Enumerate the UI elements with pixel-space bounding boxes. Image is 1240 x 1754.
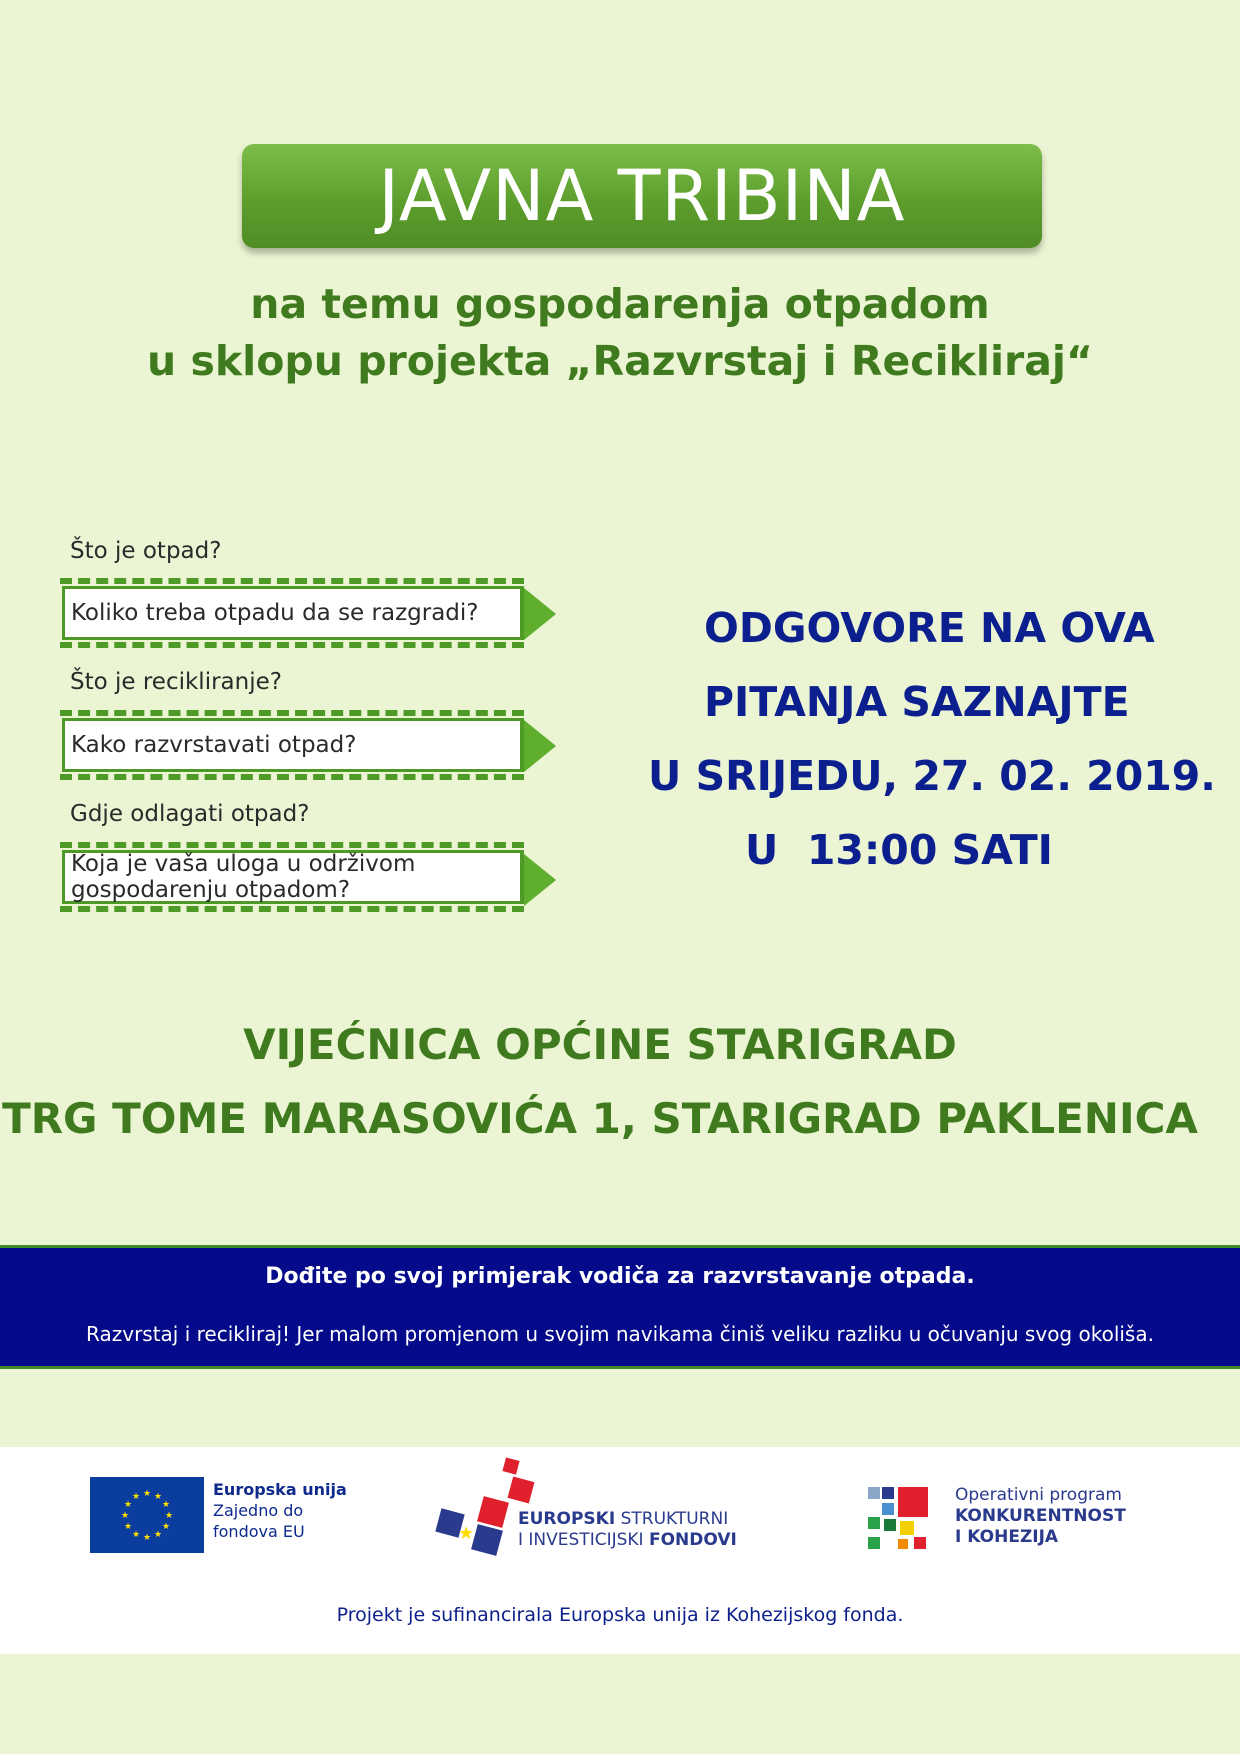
svg-text:★: ★: [131, 1530, 141, 1540]
op-logo-line-2: KONKURENTNOST: [955, 1506, 1126, 1526]
answer-line-2: PITANJA SAZNAJTE: [704, 678, 1130, 726]
question-box: [60, 578, 524, 648]
question-plain: Što je recikliranje?: [70, 669, 282, 695]
esif-logo-rest-1: STRUKTURNI: [615, 1509, 729, 1529]
esif-logo-bold-1: EUROPSKI: [518, 1509, 616, 1529]
subtitle-line-1: na temu gospodarenja otpadom: [250, 280, 990, 328]
question-box-text: Koja je vaša uloga u održivom gospodarenju otpadom?: [62, 850, 524, 904]
eu-logo-line-3: fondova EU: [213, 1522, 305, 1541]
question-box: [60, 710, 524, 780]
venue-name: VIJEĆNICA OPĆINE STARIGRAD: [243, 1020, 957, 1069]
event-time: U 13:00 SATI: [745, 826, 1053, 874]
venue-address: TRG TOME MARASOVIĆA 1, STARIGRAD PAKLENICA: [2, 1094, 1198, 1143]
eu-logo-text: [213, 1479, 347, 1542]
svg-text:★: ★: [161, 1522, 171, 1532]
eu-flag-icon: [90, 1477, 204, 1553]
svg-text:★: ★: [142, 1533, 152, 1543]
event-date: U SRIJEDU, 27. 02. 2019.: [648, 752, 1216, 800]
question-plain: Gdje odlagati otpad?: [70, 801, 310, 827]
svg-text:★: ★: [131, 1492, 141, 1502]
esif-logo-bold-2: FONDOVI: [648, 1530, 737, 1550]
svg-text:★: ★: [142, 1489, 152, 1499]
op-logo-text: [955, 1485, 1126, 1548]
info-band-slogan: Razvrstaj i recikliraj! Jer malom promjenom u svojim navikama činiš veliku razliku u očuvanju svog okoliša.: [86, 1322, 1154, 1346]
svg-text:★: ★: [120, 1511, 130, 1521]
op-logo-line-3: I KOHEZIJA: [955, 1527, 1059, 1547]
eu-logo-line-1: Europska unija: [213, 1480, 347, 1499]
svg-text:★: ★: [153, 1492, 163, 1502]
svg-text:★: ★: [161, 1500, 171, 1510]
esif-logo-rest-2: I INVESTICIJSKI: [518, 1530, 649, 1550]
question-plain: Što je otpad?: [70, 538, 222, 564]
esif-logo-text: [518, 1509, 737, 1551]
cofinancing-note: Projekt je sufinancirala Europska unija iz Kohezijskog fonda.: [336, 1604, 904, 1626]
op-logo-line-1: Operativni program: [955, 1485, 1122, 1505]
question-box: [60, 842, 524, 912]
info-band-headline: Dođite po svoj primjerak vodiča za razvrstavanje otpada.: [265, 1264, 975, 1289]
svg-text:★: ★: [164, 1511, 174, 1521]
svg-text:★: ★: [123, 1522, 133, 1532]
info-band: [0, 1245, 1240, 1369]
arrow-right-icon: [524, 854, 556, 906]
title-banner: [242, 144, 1042, 248]
answer-line-1: ODGOVORE NA OVA: [704, 604, 1155, 652]
arrow-right-icon: [524, 588, 556, 640]
question-box-text: Kako razvrstavati otpad?: [62, 718, 524, 772]
eu-logo-line-2: Zajedno do: [213, 1501, 304, 1520]
question-box-text: Koliko treba otpadu da se razgradi?: [62, 586, 524, 640]
op-logo-icon: [868, 1487, 932, 1551]
svg-text:★: ★: [458, 1523, 475, 1544]
subtitle-line-2: u sklopu projekta „Razvrstaj i Recikliraj“: [147, 337, 1093, 385]
svg-text:★: ★: [123, 1500, 133, 1510]
footer: [0, 1447, 1240, 1654]
arrow-right-icon: [524, 720, 556, 772]
page-title: JAVNA TRIBINA: [378, 155, 906, 237]
svg-text:★: ★: [153, 1530, 163, 1540]
